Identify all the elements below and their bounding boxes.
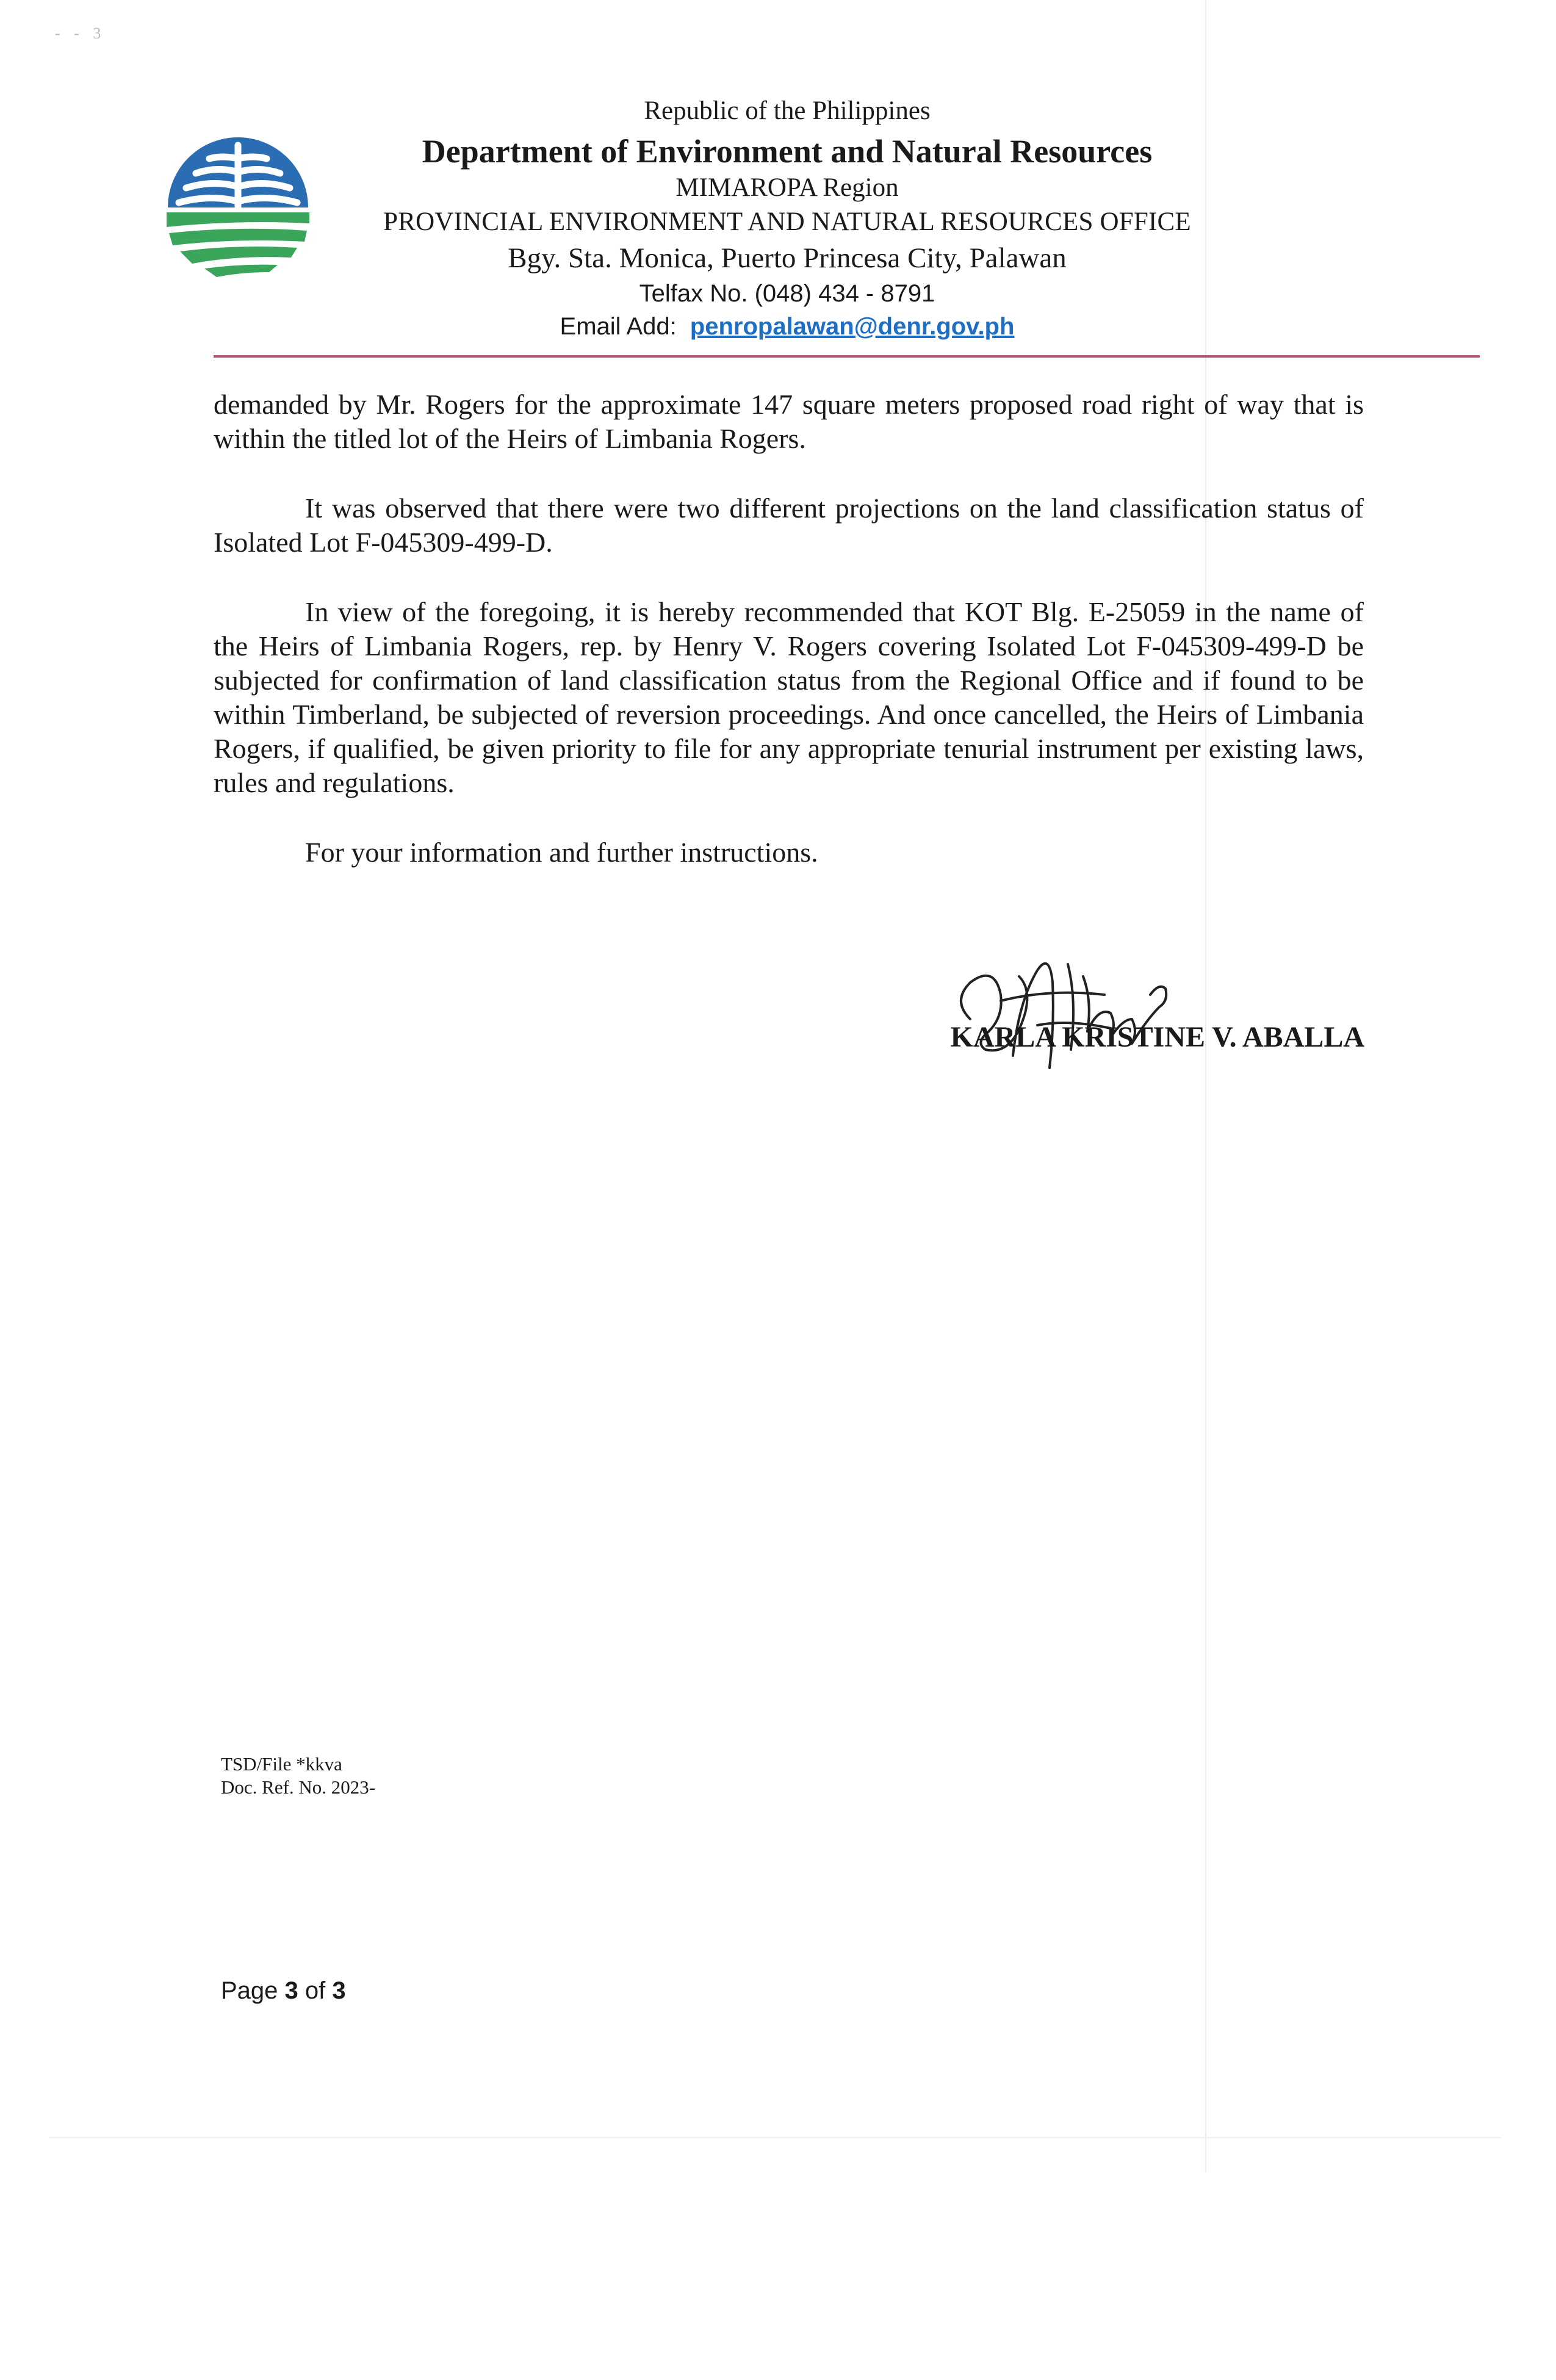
file-ref: TSD/File *kkva [221, 1753, 342, 1775]
letterhead-republic: Republic of the Philippines [644, 96, 931, 125]
denr-logo-icon [156, 128, 320, 281]
paragraph-observation: It was observed that there were two different projections on the land classification status of Isolated Lot F-045309-499-D. [214, 492, 1364, 558]
page-of: of [304, 1977, 326, 2004]
paragraph-recommendation: In view of the foregoing, it is hereby recommended that KOT Blg. E-25059 in the name of the Heirs of Limbania Rogers, rep. by Henry V. Rogers covering Isolated Lot F-045309-499-D be subjected for confirmation of land classification status from the Regional Office and if found to be within Timberland, be subjected of reversion proceedings. And once cancelled, the Heirs of Limbania Rogers, if qualified, be given priority to file for any appropriate tenurial instrument per existing laws, rules and regulations. [214, 596, 1364, 798]
email-label: Email Add: [560, 313, 677, 340]
letterhead-address: Bgy. Sta. Monica, Puerto Princesa City, Palawan [508, 242, 1067, 274]
email-link[interactable]: penropalawan@denr.gov.ph [690, 313, 1015, 340]
paragraph-closing: For your information and further instructions. [305, 837, 818, 868]
file-references [221, 1753, 375, 1799]
letterhead-office: PROVINCIAL ENVIRONMENT AND NATURAL RESOURCES OFFICE [383, 207, 1191, 236]
letter-body [214, 388, 1364, 905]
page-prefix: Page [221, 1977, 278, 2004]
corner-mark: - - 3 [55, 24, 106, 42]
doc-ref: Doc. Ref. No. 2023- [221, 1776, 376, 1798]
letterhead-email-line [342, 310, 1233, 343]
page-total: 3 [332, 1977, 346, 2004]
letterhead [342, 90, 1233, 343]
signatory-name: KARLA KRISTINE V. ABALLA [950, 1021, 1364, 1053]
handwritten-signature-icon [927, 928, 1196, 1086]
letterhead-department: Department of Environment and Natural Resources [422, 133, 1153, 170]
page-number [221, 1977, 346, 2005]
page-current: 3 [284, 1977, 298, 2004]
letterhead-divider [214, 355, 1480, 358]
paragraph-continuation: demanded by Mr. Rogers for the approximate 147 square meters proposed road right of way that is within the titled lot of the Heirs of Limbania Rogers. [214, 389, 1364, 454]
letterhead-telfax: Telfax No. (048) 434 - 8791 [639, 280, 935, 307]
scan-artifact-line [49, 2137, 1501, 2138]
letterhead-region: MIMAROPA Region [675, 173, 899, 202]
